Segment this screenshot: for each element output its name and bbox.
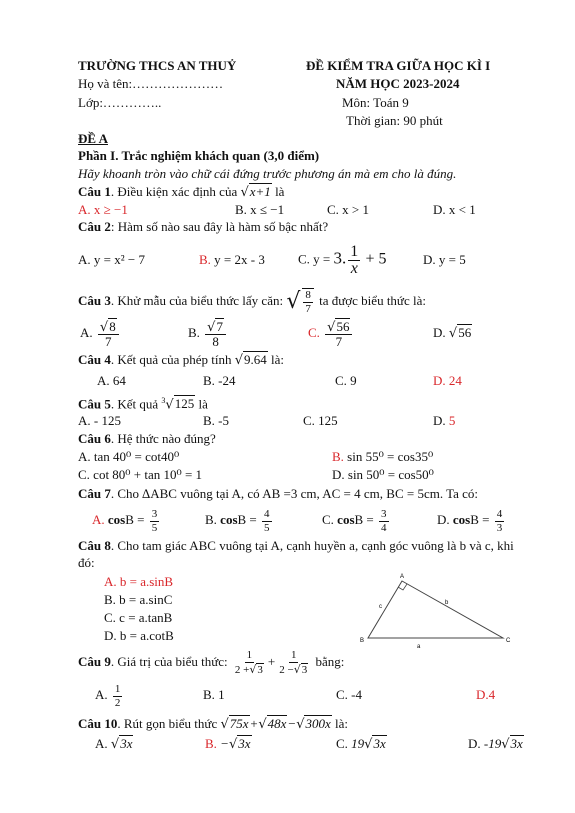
question-text: . Cho ∆ABC vuông tại A, có AB =3 cm, AC = 4 cm, BC = 5cm. Ta có: [110,486,479,501]
option-c[interactable]: C. -4 [336,687,362,702]
option-a[interactable]: A. b = a.sinB [104,574,174,589]
option-c[interactable]: C. 125 [303,413,338,428]
question-tail: ta được biểu thức là: [319,293,426,308]
option-a[interactable]: A. y = x² − 7 [78,252,145,267]
option-a[interactable]: A. $\frac{1}{2}$ [95,682,121,709]
question-text: . Kết quả của phép tính [110,352,232,367]
question-8 [78,538,514,554]
question-text: . Cho tam giác ABC vuông tại A, cạnh huyền a, cạnh góc vuông là b và c, khi [110,538,514,553]
question-label: Câu 6 [78,431,111,446]
question-text: . Rút gọn biểu thức [117,716,218,731]
right-triangle-figure [355,570,535,655]
option-c[interactable]: C. c = a.tanB [104,610,173,625]
option-b[interactable]: B. sin 55⁰ = cos35⁰ [332,449,434,464]
question-6 [78,431,216,447]
question-text: : Hàm số nào sau đây là hàm số bậc nhất? [110,219,329,234]
vertex-b: B [360,638,365,644]
option-d[interactable]: D. b = a.cotB [104,628,174,643]
side-a-label: a [417,644,421,650]
question-8-continued: đó: [78,555,95,570]
option-b[interactable]: B. y = 2x - 3 [199,252,265,267]
question-label: Câu 2 [78,219,111,234]
option-b[interactable]: B. b = a.sinC [104,592,173,607]
side-c-label: c [379,604,382,610]
question-text: . Giá trị của biểu thức: [110,654,228,669]
school-name: TRƯỜNG THCS AN THUỶ [78,58,237,73]
option-c[interactable]: C. x > 1 [327,202,370,217]
option-c[interactable]: C. y = 3. $\frac{1}{x}$ + 5 [298,243,387,277]
option-d[interactable]: D. √56 [433,325,472,341]
option-b[interactable]: B. −√3x [205,736,251,752]
question-1 [78,184,284,201]
sqrt-expression: √x+1 [240,184,271,200]
option-c[interactable]: C. 19√3x [336,736,386,752]
question-label: Câu 8 [78,538,111,553]
question-9: Câu 9. Giá trị của biểu thức: $\frac{1}{2 +√3}$ + $\frac{1}{2 -√3}$ bằng: [78,649,345,677]
option-c[interactable]: C. cot 80⁰ + tan 10⁰ = 1 [78,467,203,482]
option-a[interactable]: A. tan 40⁰ = cot40⁰ [78,449,180,464]
part1-instruction: Hãy khoanh tròn vào chữ cái đứng trước phương án mà em cho là đúng. [78,166,457,181]
option-a[interactable]: A. - 125 [78,413,121,428]
name-line: Họ và tên:………………… [78,76,224,91]
exam-code: ĐỀ A [78,131,108,146]
school-year: NĂM HỌC 2023-2024 [336,76,460,91]
option-d[interactable]: D.4 [476,687,496,702]
question-label: Câu 7 [78,486,111,501]
vertex-c: C [506,638,511,644]
option-b[interactable]: B. x ≤ −1 [235,202,285,217]
side-b-label: b [445,600,449,606]
option-c[interactable]: C. cosB = $\frac{3}{4}$ [322,507,387,534]
question-text: . Điều kiện xác định của [110,184,238,199]
question-10: Câu 10. Rút gọn biểu thức √75x+√48x−√300x là: [78,716,349,732]
question-label: Câu 3 [78,293,111,308]
option-b[interactable]: B. cosB = $\frac{4}{5}$ [205,507,270,534]
option-d[interactable]: D. x < 1 [433,202,476,217]
question-tail: là [275,184,285,199]
option-d[interactable]: D. cosB = $\frac{4}{3}$ [437,507,503,534]
exam-time: Thời gian: 90 phút [346,113,443,128]
option-d[interactable]: D. -19√3x [468,736,523,752]
vertex-a: A [400,574,405,580]
question-4: Câu 4. Kết quả của phép tính √9.64 là: [78,352,284,368]
question-2 [78,219,328,235]
question-text: . Hệ thức nào đúng? [110,431,216,446]
option-a[interactable]: A. $\frac{√8}{7}$ [80,318,121,348]
question-label: Câu 4 [78,352,111,367]
option-d[interactable]: D. 5 [433,413,456,428]
part1-title: Phần I. Trắc nghiệm khách quan (3,0 điểm) [78,148,320,163]
question-5: Câu 5. Kết quả $^3$√125 là [78,396,208,413]
option-a[interactable]: A. √3x [95,736,133,752]
option-a[interactable]: A. 64 [97,373,126,388]
option-d[interactable]: D. sin 50⁰ = cos50⁰ [332,467,434,482]
option-b[interactable]: B. $\frac{√7}{8}$ [188,318,228,348]
question-text: . Khử mẫu của biểu thức lấy căn: [110,293,284,308]
question-text: . Kết quả [110,396,159,412]
exam-title: ĐỀ KIỂM TRA GIỮA HỌC KÌ I [306,58,491,73]
triangle-outline [368,581,503,638]
option-a[interactable]: A. x ≥ −1 [78,202,128,217]
question-7 [78,486,478,502]
option-a[interactable]: A. cosB = $\frac{3}{5}$ [92,507,158,534]
option-d[interactable]: D. y = 5 [423,252,466,267]
question-label: Câu 1 [78,184,111,199]
option-c[interactable]: C. $\frac{√56}{7}$ [308,318,354,348]
option-d[interactable]: D. 24 [433,373,462,388]
subject: Môn: Toán 9 [342,95,409,110]
question-label: Câu 5 [78,396,111,412]
option-b[interactable]: B. -5 [203,413,229,428]
option-c[interactable]: C. 9 [335,373,357,388]
question-3: Câu 3. Khử mẫu của biểu thức lấy căn: √ $\frac{8}{7}$ ta được biểu thức là: [78,289,426,316]
question-label: Câu 9 [78,654,111,669]
option-b[interactable]: B. 1 [203,687,225,702]
question-label: Câu 10 [78,716,118,731]
class-line: Lớp:………….. [78,95,162,110]
option-b[interactable]: B. -24 [203,373,236,388]
